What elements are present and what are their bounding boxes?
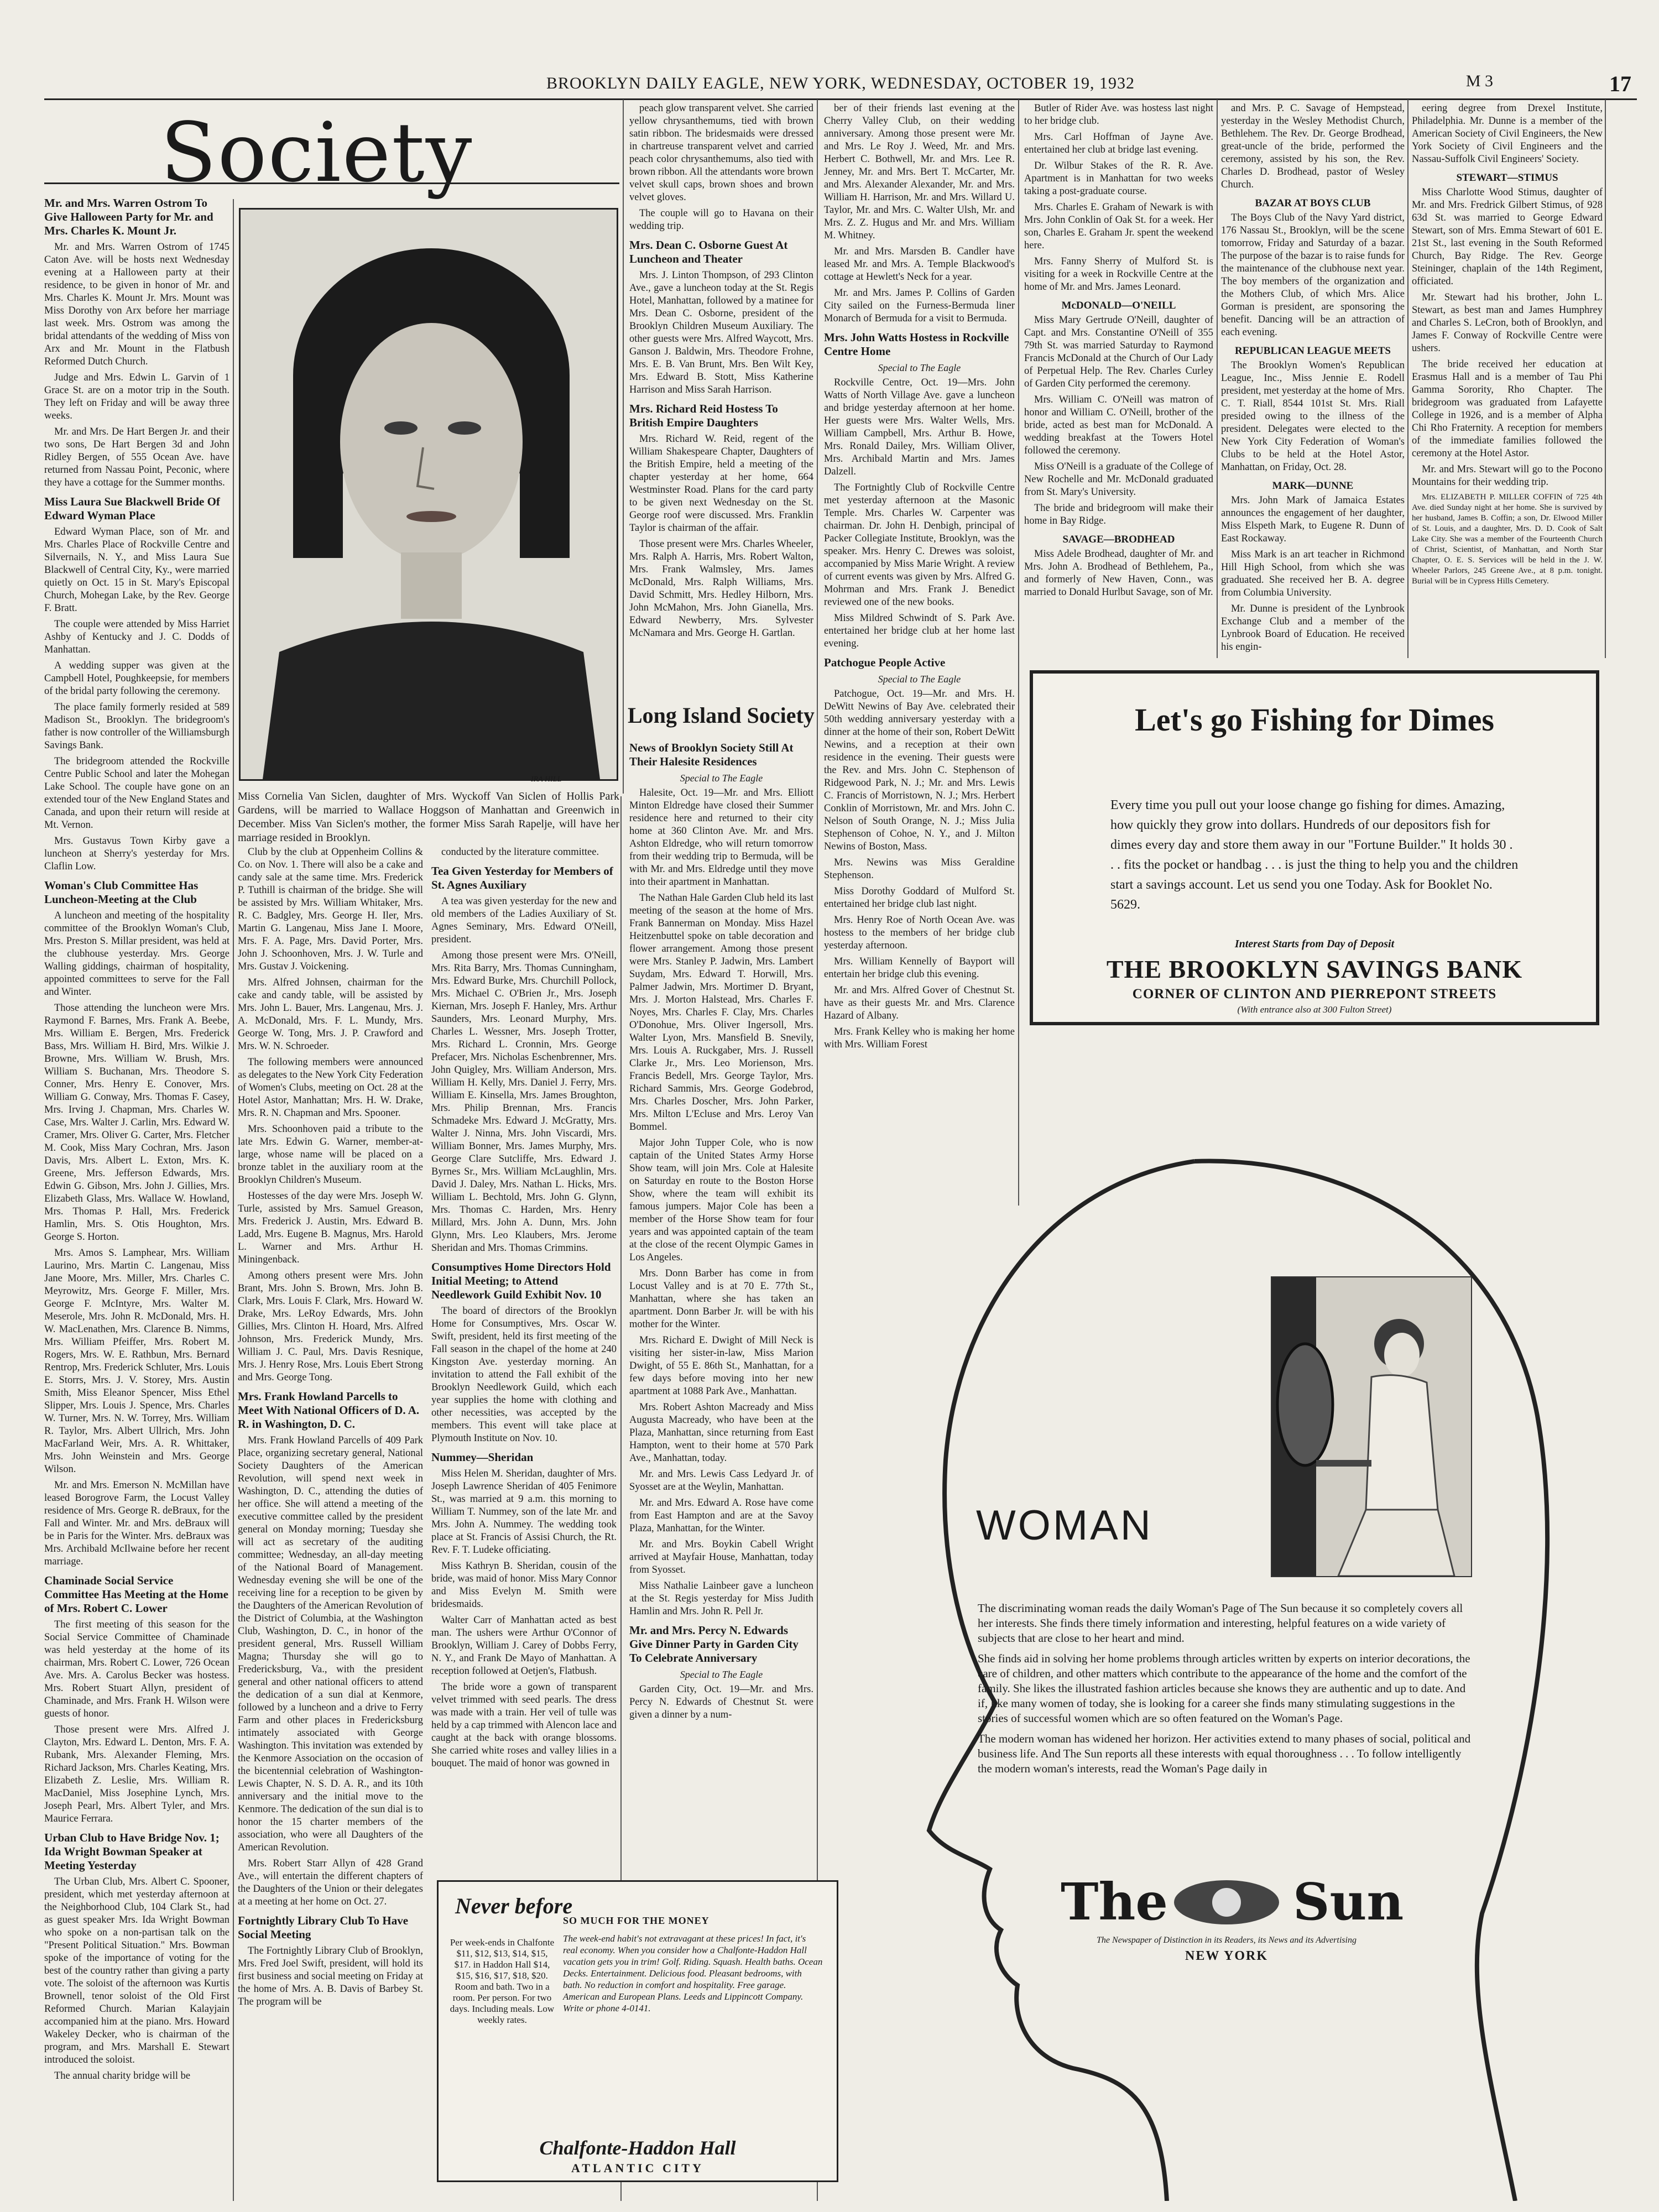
- paragraph: Mr. and Mrs. Emerson N. McMillan have leased Borogrove Farm, the Locust Valley residence of Mrs. George R. deBraux, for the Fall and Winter. Mr. and Mrs. deBraux will be in Paris for the Winter. Mrs. deBraux was Mrs. Archibald McIlwaine before her recent marriage.: [44, 1480, 229, 1567]
- headline: Chaminade Social Service Committee Has Meeting at the Home of Mrs. Robert C. Lower: [44, 1574, 228, 1615]
- paragraph: peach glow transparent velvet. She carried yellow chrysanthemums, tied with brown satin ribbon. The bridesmaids were dressed in chartreuse transparent velvet and carried peach color chrysanthemums, also tied with brown ribbon. All the attendants wore brown velvet skull caps, brown shoes and brown velvet gloves.: [629, 103, 813, 203]
- paragraph: Mr. and Mrs. James P. Collins of Garden City sailed on the Furness-Bermuda liner Monarch of Bermuda for a visit to Bermuda.: [824, 288, 1015, 324]
- paragraph: eering degree from Drexel Institute, Philadelphia. Mr. Dunne is a member of the American Society of Civil Engineers, the New York Society of Civil Engineers and the Nassau-Suffolk Civil Engineers' Society.: [1412, 103, 1603, 165]
- photo-caption: Miss Cornelia Van Siclen, daughter of Mrs. Wyckoff Van Siclen of Hollis Park Gardens, will be married to Wallace Hoggson of Manhattan and Greenwich in December. Miss Van Siclen's mother, the former Miss Sarah Rapelje, will have her marriage resided in Brooklyn.: [238, 790, 619, 844]
- article-column: [629, 102, 813, 700]
- paragraph: Edward Wyman Place, son of Mr. and Mrs. Charles Place of Rockville Centre and Silvernails, N. Y., and Miss Laura Sue Blackwell of Central City, Ky., were married quietly on Oct. 15 in St. Mary's Episcopal Church, Mohegan Lake, by the Rev. George F. Bratt.: [44, 526, 229, 614]
- paragraph: Those attending the luncheon were Mrs. Raymond F. Barnes, Mrs. Frank A. Beebe, Mrs. William E. Bergen, Mrs. Frederick Bass, Mrs. William H. Bird, Mrs. Wilkie J. Browne, Mrs. William W. Brush, Mrs. William S. Buchanan, Mrs. Theodore S. Conner, Mrs. Henry E. Conover, Mrs. William G. Conway, Mrs. Thomas F. Casey, Mrs. Irving J. Chapman, Mrs. Charles W. Case, Mrs. Walter J. Carlin, Mrs. Edward W. Cramer, Mrs. Oliver G. Carter, Mrs. Fletcher M. Cook, Miss Mary Cochran, Mrs. Jason Davis, Mrs. Albert L. Exton, Mrs. K. Greene, Mrs. Jefferson Edwards, Mrs. Edwin G. Gibson, Mrs. John J. Gillies, Mrs. Elizabeth Glass, Mrs. Wallace W. Howland, Mrs. Thomas P. Hall, Mrs. Frederick Hamlin, Mrs. S. Otis Houghton, Mrs. George S. Horton.: [44, 1003, 229, 1243]
- paragraph: Miss Adele Brodhead, daughter of Mr. and Mrs. John A. Brodhead of Bethlehem, Pa., and formerly of New Haven, Conn., was married to Donald Hurlbut Savage, son of Mr.: [1024, 549, 1213, 598]
- paragraph: A wedding supper was given at the Campbell Hotel, Poughkeepsie, for members of the bridal party following the ceremony.: [44, 660, 229, 697]
- paragraph: The board of directors of the Brooklyn Home for Consumptives, Mrs. Oscar W. Swift, president, held its first meeting of the Fall season in the chapel of the home at 240 Kingston Ave. yesterday morning. An invitation to attend the Fall exhibit of the Brooklyn Needlework Guild, which each year supplies the home with clothing and other necessities, was accepted by the members. This event will take place at Plymouth Institute on Nov. 10.: [431, 1306, 617, 1444]
- headline: STEWART—STIMUS: [1456, 172, 1558, 184]
- paragraph: Mrs. Richard W. Reid, regent of the William Shakespeare Chapter, Daughters of the British Empire, held a meeting of the chapter yesterday at her home, 664 Westminster Road. Plans for the card party to be given next Wednesday on the St. George roof were discussed. Mrs. Franklin Taylor is chairman of the affair.: [629, 434, 813, 534]
- headline: Miss Laura Sue Blackwell Bride Of Edward Wyman Place: [44, 495, 220, 522]
- paragraph: Mrs. Carl Hoffman of Jayne Ave. entertained her club at bridge last evening.: [1024, 132, 1213, 155]
- paragraph: Patchogue, Oct. 19—Mr. and Mrs. H. DeWitt Newins of Bay Ave. celebrated their 50th wedding anniversary yesterday with a dinner at the home of their son, Robert DeWitt Newins, and a reception at their own residence in the evening. Their guests were the Rev. and Mrs. John C. Stephenson of Ridgewood Park, N. J.; Mr. and Mrs. Lewis C. Francis of Morristown, N. J.; Mrs. Herbert Conklin of Morristown, Mr. and Mrs. John C. Nelson of South Orange, N. J.; Miss Julia Stephenson of Cohoe, N. Y., and J. Milton Newins of Boston, Mass.: [824, 688, 1015, 852]
- article-column: [1221, 102, 1405, 658]
- paragraph: Mr. and Mrs. Stewart will go to the Pocono Mountains for their wedding trip.: [1412, 464, 1603, 488]
- paragraph: Mrs. Henry Roe of North Ocean Ave. was hostess to the members of her bridge club yesterday afternoon.: [824, 915, 1015, 951]
- paragraph: Mrs. Charles E. Graham of Newark is with Mrs. John Conklin of Oak St. for a week. Her son, Charles E. Graham Jr. spent the weekend here.: [1024, 202, 1213, 251]
- paragraph: A tea was given yesterday for the new and old members of the Ladies Auxiliary of St. Agnes Seminary, Mrs. Edward O'Neill, president.: [431, 896, 617, 945]
- ad-headline: Never before: [455, 1893, 573, 1918]
- ad-body: Every time you pull out your loose change go fishing for dimes. Amazing, how quickly they grow into dollars. Hundreds of our depositors fish for dimes every day and store them away in our "Fortune Builder." It holds 30 . . . fits the pocket or handbag . . . is just the thing to help you and the children start a savings account. Let us send you one Today. Ask for Booklet No. 5629.: [1110, 798, 1519, 912]
- ad-hotel-name: Chalfonte-Haddon Hall: [539, 2137, 736, 2159]
- article-column: [824, 102, 1015, 1203]
- article-column: [431, 846, 617, 1875]
- paragraph: Mr. and Mrs. Lewis Cass Ledyard Jr. of Syosset are at the Weylin, Manhattan.: [629, 1469, 813, 1493]
- ad-body: The week-end habit's not extravagant at these prices! In fact, it's real economy. When you consider how a Chalfonte-Haddon Hall vacation gets you in trim! Golf. Riding. Squash. Health baths. Ocean Decks. Entertainment. Delicious food. Pleasant bedrooms, with bath. No reduction in comfort and hospitality. Free garage. American and European Plans. Leeds and Lippincott Company. Write or phone 4-0141.: [563, 1933, 823, 2013]
- masthead-title: BROOKLYN DAILY EAGLE, NEW YORK, WEDNESDAY, OCTOBER 19, 1932: [546, 74, 1135, 92]
- headline: Mrs. Richard Reid Hostess To British Empire Daughters: [629, 402, 778, 429]
- logo-text: Sun: [1293, 1872, 1404, 1932]
- headline: Fortnightly Library Club To Have Social Meeting: [238, 1914, 409, 1941]
- paragraph: The place family formerly resided at 589 Madison St., Brooklyn. The bridegroom's father is now controller of the Williamsburgh Savings Bank.: [44, 702, 229, 751]
- paragraph: Mrs. Fanny Sherry of Mulford St. is visiting for a week in Rockville Centre at the home of Mr. and Mrs. James Leonard.: [1024, 256, 1213, 293]
- article-column: [1412, 102, 1603, 658]
- paragraph: The couple were attended by Miss Harriet Ashby of Kentucky and J. C. Dodds of Manhattan.: [44, 619, 229, 655]
- paragraph: Mrs. William C. O'Neill was matron of honor and William C. O'Neill, brother of the bride, acted as best man for McDonald. A wedding breakfast at the Towers Hotel followed the ceremony.: [1024, 394, 1213, 456]
- paragraph: The Brooklyn Women's Republican League, Inc., Miss Jennie E. Rodell president, met yesterday at the home of Mrs. C. T. Riall, 8544 101st St. Mrs. Riall presided owing to the illness of the president. Delegates were elected to the New York City Federation of Woman's Clubs to be held at the Hotel Astor, Manhattan, on Friday, Oct. 28.: [1221, 360, 1405, 473]
- paragraph: Miss O'Neill is a graduate of the College of New Rochelle and Mr. McDonald graduated from St. Mary's University.: [1024, 461, 1213, 498]
- paragraph: Mr. Stewart had his brother, John L. Stewart, as best man and James Humphrey and Charles S. LeCron, both of Brooklyn, and James F. Conway of Rockville Centre were ushers.: [1412, 292, 1603, 354]
- ad-city: ATLANTIC CITY: [571, 2161, 704, 2175]
- paragraph: conducted by the literature committee.: [441, 847, 599, 858]
- column-rule: [1018, 100, 1019, 1206]
- ad-bank-name: THE BROOKLYN SAVINGS BANK: [1106, 955, 1523, 983]
- paragraph: Miss Mildred Schwindt of S. Park Ave. entertained her bridge club at her home last evening.: [824, 613, 1015, 649]
- sun-emblem-icon: [1171, 1877, 1282, 1927]
- paragraph: The couple will go to Havana on their wedding trip.: [629, 208, 813, 232]
- headline: REPUBLICAN LEAGUE MEETS: [1235, 345, 1391, 357]
- paragraph: She finds aid in solving her home problems through articles written by experts on interior decorations, the care of children, and other matters which contribute to the appearance of the home and the comfort of the family. She likes the illustrated fashion articles because she knows they are authentic and up to date. And if, like many women of today, she is looking for a career she finds many stimulating suggestions in the stories of successful women which are so often featured on the Woman's Page.: [978, 1652, 1470, 1725]
- headline: Patchogue People Active: [824, 656, 946, 669]
- sun-ad-body: [978, 1601, 1475, 1782]
- paragraph: Mr. and Mrs. Alfred Gover of Chestnut St. have as their guests Mr. and Mrs. Clarence Hazard of Albany.: [824, 985, 1015, 1021]
- paragraph: Mrs. Alfred Johnsen, chairman for the cake and candy table, will be assisted by Mrs. John L. Bauer, Mrs. Langenau, Mrs. J. A. McDonald, Mrs. F. L. Mundy, Mrs. George W. Tong, Mrs. J. P. Crawford and Mrs. W. N. Schroeder.: [238, 977, 423, 1052]
- paragraph: Garden City, Oct. 19—Mr. and Mrs. Percy N. Edwards of Chestnut St. were given a dinner by a num-: [629, 1684, 813, 1720]
- paragraph: Mrs. Donn Barber has come in from Locust Valley and is at 70 E. 77th St., Manhattan, where she has taken an apartment. Donn Barber Jr. will be with his mother for the Winter.: [629, 1268, 813, 1330]
- paragraph: Mrs. Robert Ashton Macready and Miss Augusta Macready, who have been at the Plaza, Manhattan, since returning from East Hampton, went to their home at 570 Park Ave., Manhattan, today.: [629, 1402, 813, 1464]
- article-column: [238, 846, 423, 2198]
- paragraph: Mr. Dunne is president of the Lynbrook Exchange Club and a member of the Lynbrook Board of Education. He received his engin-: [1221, 603, 1405, 653]
- section-title: Society: [160, 105, 473, 200]
- dateline: Special to The Eagle: [878, 674, 961, 685]
- page-number: 17: [1609, 71, 1631, 96]
- sun-city: NEW YORK: [1185, 1949, 1268, 1963]
- ad-address: CORNER OF CLINTON AND PIERREPONT STREETS: [1132, 987, 1497, 1001]
- paragraph: Mrs. Schoonhoven paid a tribute to the late Mrs. Edwin G. Warner, member-at-large, whose name will be placed on a bronze tablet in the auxiliary room at the Brooklyn Children's Museum.: [238, 1124, 423, 1186]
- woman-at-mirror-illustration: [1271, 1276, 1472, 1577]
- paragraph: Mrs. Newins was Miss Geraldine Stephenson.: [824, 857, 1015, 881]
- headline: Mrs. Frank Howland Parcells to Meet With National Officers of D. A. R. in Washington, D. C.: [238, 1390, 420, 1431]
- paragraph: Mrs. John Mark of Jamaica Estates announces the engagement of her daughter, Miss Elspeth Mark, to Eugene R. Dunn of East Rockaway.: [1221, 495, 1405, 544]
- paragraph: Mrs. Gustavus Town Kirby gave a luncheon at Sherry's yesterday for Mrs. Claflin Low.: [44, 836, 229, 872]
- headline: McDONALD—O'NEILL: [1061, 300, 1176, 311]
- obituary: Mrs. ELIZABETH P. MILLER COFFIN of 725 4th Ave. died Sunday night at her home. She is survived by her husband, James B. Coffin; a son, Dr. Elwood Miller of St. Louis, and a daughter, Mrs. D. D. Cook of Salt Lake City. She was a member of the Fourteenth Church of Christ, Scientist, of Manhattan, and North Star Chapter, O. E. S. Services will be held in the J. W. Wheeler Parlors, 245 Greene Ave., at 8 p.m. tonight. Burial will be in Cypress Hills Cemetery.: [1412, 493, 1603, 586]
- article-column: [44, 191, 229, 2198]
- paragraph: The bridegroom attended the Rockville Centre Public School and later the Mohegan Lake School. The couple have gone on an extended tour of the New England States and Canada, and upon their return will reside at Mt. Vernon.: [44, 756, 229, 831]
- paragraph: Mrs. William Kennelly of Bayport will entertain her bridge club this evening.: [824, 956, 1015, 980]
- paragraph: Miss Charlotte Wood Stimus, daughter of Mr. and Mrs. Fredrick Gilbert Stimus, of 928 63d St. was married to George Edward Stewart, son of Mrs. Emma Stewart of 601 E. 21st St., last evening in the South Reformed Church, Bay Ridge. The Rev. George Steininger, chaplain of the 14th Regiment, officiated.: [1412, 187, 1603, 287]
- ad-headline: Let's go Fishing for Dimes: [1135, 702, 1494, 738]
- headline: MARK—DUNNE: [1272, 480, 1354, 492]
- headline: Tea Given Yesterday for Members of St. Agnes Auxiliary: [431, 864, 613, 891]
- paragraph: Mr. and Mrs. De Hart Bergen Jr. and their two sons, De Hart Bergen 3d and John Ridley Bergen, of 555 Ocean Ave. have returned from Nassau Point, Peconic, where they have a cottage for the Summer months.: [44, 426, 229, 488]
- paragraph: The modern woman has widened her horizon. Her activities extend to many phases of social, political and business life. And The Sun reports all these interests with equal thoroughness . . . To follow intelligently the modern woman's interests, read the Woman's Page daily in: [978, 1732, 1471, 1775]
- paragraph: Major John Tupper Cole, who is now captain of the United States Army Horse Show team, will join Mrs. Cole at Halesite on Saturday en route to the Boston Horse Show, where the team will exhibit its famous jumpers. Major Cole has been a member of the Horse Show team for four years and was appointed captain of the team at the close of the recent Olympic Games in Los Angeles.: [629, 1138, 813, 1263]
- column-rule: [1217, 100, 1218, 658]
- headline: Mr. and Mrs. Percy N. Edwards Give Dinner Party in Garden City To Celebrate Anniversary: [629, 1624, 799, 1665]
- ad-rates: Per week-ends in Chalfonte $11, $12, $13, $14, $15, $17. in Haddon Hall $14, $15, $16, $17, $18, $20. Room and bath. Two in a room. Per person. For two days. Including meals. Low weekly rates.: [450, 1937, 555, 2025]
- paragraph: Miss Mary Gertrude O'Neill, daughter of Capt. and Mrs. Constantine O'Neill of 355 79th St. was married Saturday to Raymond Francis McDonald at the Church of Our Lady of Perpetual Help. The Rev. Charles Curley of Garden City performed the ceremony.: [1024, 315, 1213, 389]
- masthead: [44, 71, 1637, 100]
- paragraph: Walter Carr of Manhattan acted as best man. The ushers were Arthur O'Connor of Brooklyn, William J. Carey of Dobbs Ferry, N. Y., and Frank De Mayo of Manhattan. A reception followed at Oetjen's, Flatbush.: [431, 1615, 617, 1677]
- ad-headline-woman: WOMAN: [976, 1502, 1153, 1549]
- the-sun-logo: [978, 1872, 1475, 1933]
- portrait-illustration: [241, 210, 617, 779]
- paragraph: Miss Nathalie Lainbeer gave a luncheon at the St. Regis yesterday for Miss Judith Hamlin and Mrs. John R. Pell Jr.: [629, 1580, 813, 1617]
- headline: Woman's Club Committee Has Luncheon-Meeting at the Club: [44, 879, 199, 906]
- paragraph: Mr. and Mrs. Edward A. Rose have come from East Hampton and are at the Savoy Plaza, Manhattan, for the Winter.: [629, 1498, 813, 1534]
- headline: Mrs. John Watts Hostess in Rockville Centre Home: [824, 331, 1009, 358]
- paragraph: Miss Kathryn B. Sheridan, cousin of the bride, was maid of honor. Miss Mary Connor and Miss Evelyn M. Smith were bridesmaids.: [431, 1561, 617, 1610]
- paragraph: The bride and bridegroom will make their home in Bay Ridge.: [1024, 503, 1213, 526]
- illustration-drawing: [1272, 1277, 1471, 1576]
- column-rule: [623, 100, 624, 794]
- paragraph: The bride wore a gown of transparent velvet trimmed with seed pearls. The dress was made with a train. Her veil of tulle was held by a cap trimmed with Alencon lace and caught at the back with orange blossoms. She carried white roses and valley lilies in a bouquet. The maid of honor was gowned in: [431, 1682, 617, 1769]
- headline: Mrs. Dean C. Osborne Guest At Luncheon and Theater: [629, 238, 788, 265]
- paragraph: The discriminating woman reads the daily Woman's Page of The Sun because it so completely covers all her interests. She finds there timely information and interesting, helpful features on a wide variety of subjects that are close to her heart and mind.: [978, 1601, 1463, 1645]
- paragraph: ber of their friends last evening at the Cherry Valley Club, on their wedding anniversary. Among those present were Mr. and Mrs. Le Roy J. Weed, Mr. and Mrs. Herbert C. Bothwell, Mr. and Mrs. Lee R. Jenney, Mr. and Mrs. Bert T. McCarter, Mr. and Mrs. Alexander Alexander, Mr. and Mrs. William H. Harrison, Mr. and Mrs. Willard U. Taylor, Mr. and Mrs. C. Walter Ulsh, Mr. and Mrs. Z. Z. Hugus and Mr. and Mrs. William M. Whitney.: [824, 103, 1015, 241]
- ad-entrance-note: (With entrance also at 300 Fulton Street): [1237, 1004, 1392, 1015]
- paragraph: Judge and Mrs. Edwin L. Garvin of 1 Grace St. are on a motor trip in the South. They left on Friday and will be away three weeks.: [44, 372, 229, 421]
- headline: Consumptives Home Directors Hold Initial Meeting; to Attend Needlework Guild Exhibit Nov. 10: [431, 1260, 611, 1301]
- paragraph: The Fortnightly Club of Rockville Centre met yesterday afternoon at the Masonic Temple. Mrs. Charles W. Carpenter was chairman. Dr. John H. Denbigh, principal of Packer Collegiate Institute, Brooklyn, was the speaker. Mrs. Henry C. Drewes was soloist, accompanied by Miss Marie Wright. A review of current events was given by Mrs. Alfred G. Mohrman and Mrs. Frank J. Benedict reviewed one of the new books.: [824, 482, 1015, 608]
- paragraph: Butler of Rider Ave. was hostess last night to her bridge club.: [1024, 103, 1213, 127]
- paragraph: Miss Helen M. Sheridan, daughter of Mrs. Joseph Lawrence Sheridan of 405 Fenimore St., was married at 9 a.m. this morning to William T. Nummey, son of the late Mr. and Mrs. John A. Nummey. The wedding took place at St. Francis of Assisi Church, the Rt. Rev. F. T. Ludeke officiating.: [431, 1468, 617, 1556]
- article-column: [1024, 102, 1213, 658]
- headline: Mr. and Mrs. Warren Ostrom To Give Halloween Party for Mr. and Mrs. Charles K. Mount Jr.: [44, 196, 213, 237]
- paragraph: Mr. and Mrs. Marsden B. Candler have leased Mr. and Mrs. A. Temple Blackwood's cottage at Hewlett's Neck for a year.: [824, 246, 1015, 283]
- edition-code: M 3: [1465, 72, 1493, 90]
- paragraph: Mrs. Frank Howland Parcells of 409 Park Place, organizing secretary general, National Society Daughters of the American Revolution, will spend next week in Washington, D. C., attending the duties of her office. She will attend a meeting of the executive committee called by the president general on Monday morning; Tuesday she will act as secretary of the auditing committee; Wednesday, an all-day meeting of the National Board of Management. Wednesday evening she will be one of the receiving line for a reception to be given by the Daughters of the American Revolution of the District of Columbia, at the Washington Club, Washington, D. C., in honor of the president general, Mrs. Russell William Magna; Thursday she will go to Fredericksburg, Va., with the president general and other national officers to attend the dedication of a sun dial at Kenmore, followed by a luncheon and a drive to Ferry Farm and other places in Fredericksburg intimately associated with George Washington. This invitation was extended by the Kenmore Association on the occasion of the bicentennial celebration of Washington-Lewis Chapter, N. S. D. A. R., and its 10th anniversary and the initial move to the Kenmore. The dedication of the sun dial is to honor the 15 charter members of the association, who were all Daughters of the American Revolution.: [238, 1435, 423, 1853]
- paragraph: The Nathan Hale Garden Club held its last meeting of the season at the home of Mrs. Frank Bannerman on Monday. Miss Hazel Heitzenbuttel spoke on table decoration and flower arrangement. Among those present were Mrs. Stanley P. Jadwin, Mrs. Lambert Suydam, Mrs. Edward T. Horwill, Mrs. Palmer Jadwin, Mrs. Mortimer D. Bryant, Mrs. J. Morton Halstead, Mrs. Charles F. Noyes, Mrs. Charles F. Clay, Mrs. Charles O'Donohue, Mrs. Oliver Ingersoll, Mrs. Walter Lyon, Mrs. Mansfield B. Snevily, Mrs. Louis A. Ruckgaber, Mrs. J. Russell Clarke Jr., Mrs. Leo Morienson, Mrs. Francis Bedell, Mrs. George Taylor, Mrs. Richard Sammis, Mrs. George Godebrod, Mrs. Charles Doscher, Mrs. John Parker, Mrs. Milton L'Ecluse and Mrs. Leroy Van Bommel.: [629, 893, 813, 1133]
- title-rule: [44, 182, 619, 184]
- paragraph: The Fortnightly Library Club of Brooklyn, Mrs. Fred Joel Swift, president, will hold its first business and social meeting on Friday at the home of Mrs. A. B. Davis of Barbey St. The program will be: [238, 1945, 423, 2007]
- headline: BAZAR AT BOYS CLUB: [1255, 197, 1371, 209]
- paragraph: Rockville Centre, Oct. 19—Mrs. John Watts of North Village Ave. gave a luncheon and bridge yesterday afternoon at her home. Her guests were Mrs. Walter Wells, Mrs. William Campbell, Mrs. Arthur B. Howe, Mrs. Ronald Dailey, Mrs. William Oliver, Mrs. Archibald Martin and Mrs. James Dalzell.: [824, 377, 1015, 477]
- dateline: Special to The Eagle: [680, 1669, 763, 1680]
- paragraph: Halesite, Oct. 19—Mr. and Mrs. Elliott Minton Eldredge have closed their Summer residence here and returned to their city home at 360 Clinton Ave. Mr. and Mrs. Ashton Eldredge, who will return tomorrow from their wedding trip to Bermuda, will be with Mr. and Mrs. Eldredge until they move into their apartment in Manhattan.: [629, 787, 813, 888]
- paragraph: Dr. Wilbur Stakes of the R. R. Ave. Apartment is in Manhattan for two weeks taking a post-graduate course.: [1024, 160, 1213, 197]
- paragraph: Mr. and Mrs. Boykin Cabell Wright arrived at Mayfair House, Manhattan, today from Syosset.: [629, 1539, 813, 1575]
- headline: Nummey—Sheridan: [431, 1451, 534, 1464]
- paragraph: Those present were Mrs. Alfred J. Clayton, Mrs. Edward L. Denton, Mrs. F. A. Rubank, Mrs. Alexander Fleming, Mrs. Richard Jackson, Mrs. Charles Keating, Mrs. Elizabeth Z. Leslie, Mrs. William R. MacDaniel, Miss Josephine Lynch, Mrs. Joseph Pearl, Mrs. Albert Tyler, and Mrs. Maurice Ferrara.: [44, 1724, 229, 1824]
- paragraph: Mrs. Frank Kelley who is making her home with Mrs. William Forest: [824, 1026, 1015, 1050]
- portrait-photo: [239, 208, 618, 781]
- paragraph: Among others present were Mrs. John Brant, Mrs. John S. Brown, Mrs. John B. Clark, Mrs. Louis F. Clark, Mrs. Howard W. Drake, Mrs. LeRoy Edwards, Mrs. John Gillies, Mrs. Clinton H. Hoard, Mrs. Alfred Johnson, Mrs. Frederick Mundy, Mrs. William J. C. Paul, Mrs. Davis Resnique, Mrs. J. Henry Rose, Mrs. Louis Ebert Strong and Mrs. George Tong.: [238, 1270, 423, 1383]
- long-island-society-title: Long Island Society: [628, 703, 815, 728]
- paragraph: The first meeting of this season for the Social Service Committee of Chaminade was held yesterday at the home of its chairman, Mrs. Robert C. Lower, 726 Ocean Ave. Mrs. A. Carolus Becker was hostess. Mrs. Robert Stuart Allyn, president of Chaminade, and Mrs. Frank H. Wilson were guests of honor.: [44, 1619, 229, 1719]
- paragraph: Mr. and Mrs. Warren Ostrom of 1745 Caton Ave. will be hosts next Wednesday evening at a Halloween party at their residence, to be given in honor of Mr. and Mrs. Charles K. Mount Jr. Mrs. Mount was Miss Dorothy von Arx before her marriage last week. Mrs. Ostrom was among the bridal attendants of the wedding of Miss von Arx and Mr. Mount in the Flatbush Reformed Dutch Church.: [44, 242, 229, 367]
- paragraph: Mrs. Amos S. Lamphear, Mrs. William Laurino, Mrs. Martin C. Langenau, Miss Jane Moore, Mrs. Miller, Mrs. Charles C. Meyrowitz, Mrs. George F. Miller, Mrs. George F. McIntyre, Mrs. Walter M. Meserole, Mrs. John R. McDonald, Mrs. H. W. MacLenathen, Mrs. Clarence B. Nimms, Mrs. William Pfeiffer, Mrs. Robert M. Rogers, Mrs. W. E. Rathbun, Mrs. Bernard Rentrop, Mrs. Frederick Schluter, Mrs. Louis E. Storrs, Mrs. J. V. Storey, Mrs. Austin Smith, Miss Eleanor Spencer, Miss Ethel Slipper, Mrs. Louis J. Spence, Mrs. Charles W. Turner, Mrs. N. W. Torrey, Mrs. William R. Taylor, Mrs. Albert Ullrich, Mrs. John MacFarland Weir, Mrs. A. R. Whittaker, Mrs. John Weinstein and Mrs. George Wilson.: [44, 1248, 229, 1475]
- dateline: Special to The Eagle: [680, 773, 763, 784]
- article-column: [629, 735, 813, 2198]
- brooklyn-savings-bank-ad: [1030, 670, 1599, 1025]
- paragraph: Hostesses of the day were Mrs. Joseph W. Turle, assisted by Mrs. Samuel Greason, Mrs. Frederick J. Austin, Mrs. Edward B. Ladd, Mrs. Eugene B. Magnus, Mrs. Harold L. Warner and Mrs. Arthur H. Miningenback.: [238, 1191, 423, 1265]
- ad-subheadline: SO MUCH FOR THE MONEY: [563, 1915, 709, 1926]
- paragraph: Among those present were Mrs. O'Neill, Mrs. Rita Barry, Mrs. Thomas Cunningham, Mrs. Edward Burke, Mrs. Churchill Pollock, Mrs. Michael C. O'Brien Jr., Mrs. Joseph Kiernan, Mrs. Joseph F. Hanley, Mrs. Arthur Saunders, Mrs. Leonard Murphy, Mrs. Charles L. Wessner, Mrs. Joseph Trotter, Mrs. Richard L. Cronnin, Mrs. George Prefacer, Mrs. Nicholas Eschenbrenner, Mrs. John Quigley, Mrs. William Anderson, Mrs. William H. Kelly, Mrs. Daniel J. Ferry, Mrs. William E. Kinsella, Mrs. James Broughton, Mrs. Philip Brennan, Mrs. Francis Schmadeke Mrs. Edward J. McGratty, Mrs. Walter J. Ninna, Mrs. John Viscardi, Mrs. William Bonner, Mrs. James Murphy, Mrs. George Clare Sutcliffe, Mrs. Edward J. Byrnes Sr., Mrs. William McLaughlin, Mrs. David J. Daley, Mrs. Nathan L. Hicks, Mrs. William L. Bechtold, Mrs. John G. Glynn, Mrs. Thomas C. Harden, Mrs. Henry Millard, Mrs. John A. Dunn, Mrs. John Glynn, Mrs. Leo Klaubers, Mrs. Jerome Sheridan and Mrs. Thomas Crimmins.: [431, 950, 617, 1254]
- paragraph: Mrs. Robert Starr Allyn of 428 Grand Ave., will entertain the different chapters of the Daughters of the Union or their delegates at a meeting at her home on Oct. 27.: [238, 1858, 423, 1907]
- paragraph: Those present were Mrs. Charles Wheeler, Mrs. Ralph A. Harris, Mrs. Robert Walton, Mrs. Frank Walmsley, Mrs. James McDonald, Mrs. Ralph Williams, Mrs. David Schmitt, Mrs. Hedley Hilborn, Mrs. John McMahon, Mrs. John Gianella, Mrs. Edward Newberry, Mrs. Sylvester McNamara and Mrs. George H. Gartlan.: [629, 539, 813, 639]
- paragraph: The Boys Club of the Navy Yard district, 176 Nassau St., Brooklyn, will be the scene tomorrow, Friday and Saturday of a bazar. The purpose of the bazar is to raise funds for the maintenance of the clubhouse next year. The boy members of the organization and the Mothers Club, of which Mrs. Alice Gorman is president, are sponsoring the benefit. Dancing will be an attraction of each evening.: [1221, 212, 1405, 338]
- dateline: Special to The Eagle: [878, 362, 961, 373]
- photo-credit: IRA HILL: [531, 775, 562, 784]
- paragraph: The annual charity bridge will be: [54, 2070, 191, 2081]
- paragraph: Mrs. J. Linton Thompson, of 293 Clinton Ave., gave a luncheon today at the St. Regis Hotel, Manhattan, followed by a matinee for Mrs. Dean C. Osborne, president of the Brooklyn Children Museum Auxiliary. The other guests were Mrs. Alfred Waycott, Mrs. Ganson J. Baldwin, Mrs. Theodore Frohne, Mrs. E. B. Van Brunt, Mrs. Ben Wilt Key, Mrs. Edward B. Stott, Miss Katherine Harrison and Miss Sarah Harrison.: [629, 270, 813, 395]
- paragraph: Miss Mark is an art teacher in Richmond Hill High School, from which she was graduated. She received her B. A. degree from Columbia University.: [1221, 549, 1405, 598]
- paragraph: The bride received her education at Erasmus Hall and is a member of Tau Phi Gamma Sorority, Rho Chapter. The bridegroom was graduated from Lafayette College in 1926, and is a member of Alpha Chi Rho Fraternity. A reception for members of the immediate families followed the ceremony at the Hotel Astor.: [1412, 359, 1603, 459]
- paragraph: Mrs. Richard E. Dwight of Mill Neck is visiting her sister-in-law, Miss Marion Dwight, of 55 E. 86th St., Manhattan, for a few days before moving into her new apartment at 1088 Park Ave., Manhattan.: [629, 1335, 813, 1397]
- column-rule: [1605, 100, 1606, 658]
- headline: SAVAGE—BRODHEAD: [1062, 534, 1175, 545]
- headline: Urban Club to Have Bridge Nov. 1; Ida Wright Bowman Speaker at Meeting Yesterday: [44, 1831, 220, 1872]
- logo-text: The: [1061, 1872, 1168, 1932]
- paragraph: A luncheon and meeting of the hospitality committee of the Brooklyn Woman's Club, Mrs. Preston S. Millar president, was held at the clubhouse yesterday. Mrs. George Walling giddings, chairman of hospitality, appointed committees to serve for the Fall and Winter.: [44, 910, 229, 998]
- paragraph: Miss Dorothy Goddard of Mulford St. entertained her bridge club last night.: [824, 886, 1015, 910]
- ad-interest-line: Interest Starts from Day of Deposit: [1234, 938, 1395, 950]
- headline: News of Brooklyn Society Still At Their Halesite Residences: [629, 741, 794, 768]
- sun-tagline: The Newspaper of Distinction in its Readers, its News and its Advertising: [1097, 1936, 1357, 1945]
- column-rule: [233, 199, 234, 2201]
- paragraph: Club by the club at Oppenheim Collins & Co. on Nov. 1. There will also be a cake and candy sale at the same time. Mrs. Frederick P. Tuthill is chairman of the bridge. She will be assisted by Mrs. William Whitaker, Mrs. R. C. Badgley, Mrs. George H. Iler, Mrs. Martin G. Langenau, Miss Jane I. Moore, Mrs. F. A. Page, Mrs. David Porter, Mrs. John J. Schoonhoven, Mrs. J. W. Turle and Mrs. Gustav J. Voickening.: [238, 847, 423, 972]
- paragraph: and Mrs. P. C. Savage of Hempstead, yesterday in the Wesley Methodist Church, Bethlehem. The Rev. Dr. George Brodhead, great-uncle of the bride, performed the ceremony, assisted by his son, the Rev. Charles D. Brodhead, pastor of Wesley Church.: [1221, 103, 1405, 190]
- paragraph: The Urban Club, Mrs. Albert C. Spooner, president, which met yesterday afternoon at the Neighborhood Club, 104 Clark St., had as guest speaker Mrs. Ida Wright Bowman who spoke on a non-partisan talk on the "Present Political Situation." Mrs. Bowman spoke of the importance of voting for the best of the country rather than giving a party vote. The soloist of the afternoon was Kurtis Brownell, tenor soloist of the Old First Reformed Church. Marian Kalayjain accompanied him at the piano. Mrs. Howard Wakeley Decker, who is chairman of the program, and Mrs. Marshall E. Stewart introduced the soloist.: [44, 1876, 229, 2065]
- paragraph: The following members were announced as delegates to the New York City Federation of Women's Clubs, meeting on Oct. 28 at the Hotel Astor, Manhattan; Mrs. H. W. Drake, Mrs. R. N. Chapman and Mrs. Spooner.: [238, 1057, 423, 1119]
- column-rule: [1407, 100, 1408, 658]
